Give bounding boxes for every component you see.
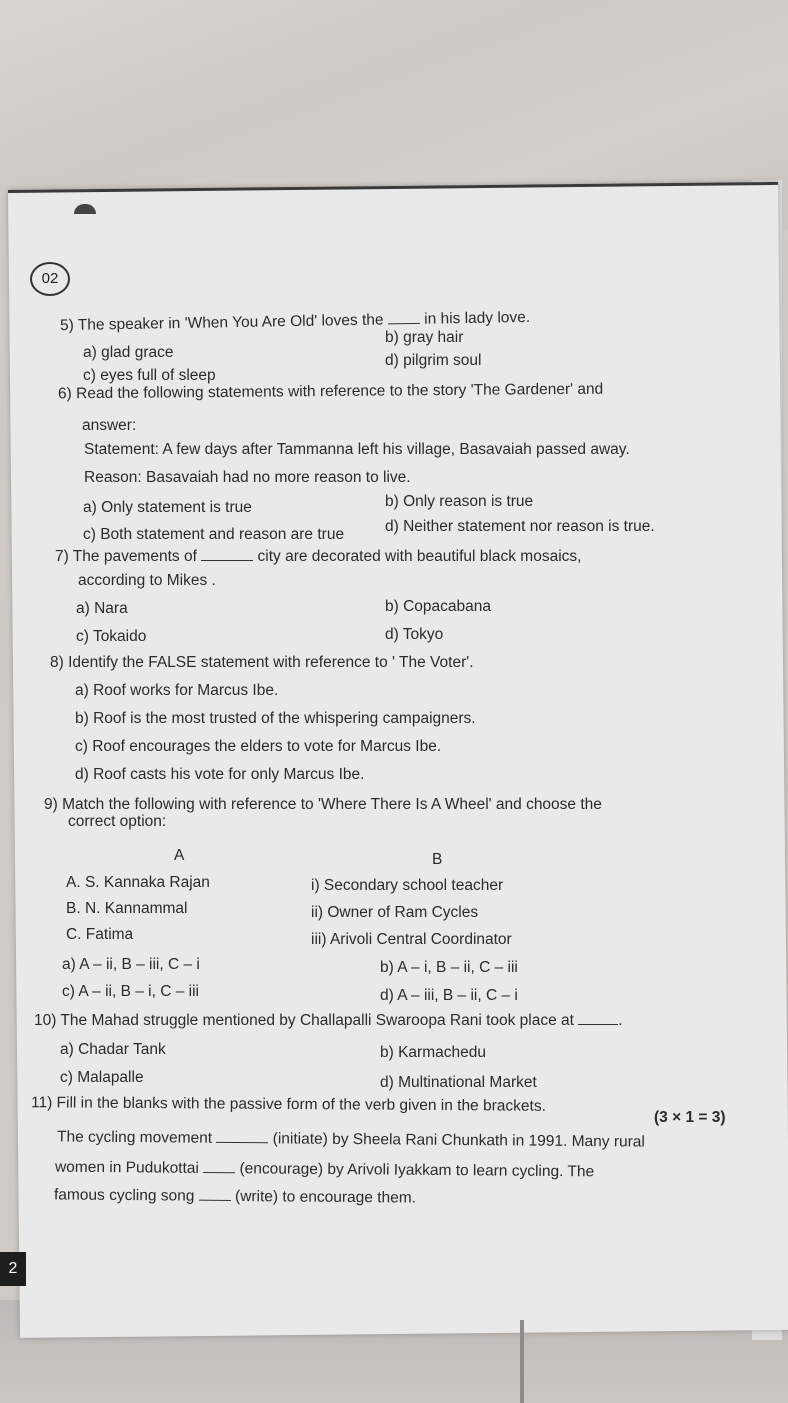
q5-blank bbox=[388, 311, 420, 325]
q5-option-a: a) glad grace bbox=[83, 344, 174, 361]
q6-reason: Reason: Basavaiah had no more reason to live. bbox=[84, 469, 411, 486]
q9-column-b-header: B bbox=[432, 851, 443, 868]
q9-b-item: i) Secondary school teacher bbox=[311, 877, 504, 894]
q7-option-a: a) Nara bbox=[76, 600, 128, 617]
q6-option-a: a) Only statement is true bbox=[83, 499, 252, 516]
q8-stem: 8) Identify the FALSE statement with reference to ' The Voter'. bbox=[50, 654, 474, 671]
q10-blank bbox=[578, 1012, 618, 1025]
q11-marks: (3 × 1 = 3) bbox=[654, 1109, 726, 1126]
q10-option-b: b) Karmachedu bbox=[380, 1044, 486, 1061]
q8-option-d: d) Roof casts his vote for only Marcus Ibe. bbox=[75, 766, 365, 783]
q10-stem: 10) The Mahad struggle mentioned by Challapalli Swaroopa Rani took place at . bbox=[34, 1012, 623, 1029]
q6-statement: Statement: A few days after Tammanna left his village, Basavaiah passed away. bbox=[84, 441, 630, 458]
q8-option-a: a) Roof works for Marcus Ibe. bbox=[75, 682, 279, 699]
question-group-number: 02 bbox=[30, 262, 70, 296]
q6-option-d: d) Neither statement nor reason is true. bbox=[385, 518, 655, 535]
q6-stem-line2: answer: bbox=[82, 417, 137, 434]
q7-blank bbox=[201, 548, 253, 561]
q9-a-item: C. Fatima bbox=[66, 926, 134, 943]
q5-option-b: b) gray hair bbox=[385, 329, 464, 346]
q11-line1-start: The cycling movement bbox=[56, 1128, 213, 1147]
q11-blank-2 bbox=[203, 1160, 235, 1173]
q6-option-b: b) Only reason is true bbox=[385, 493, 534, 510]
q5-stem-text-end: in his lady love. bbox=[424, 308, 531, 328]
q5-option-d: d) pilgrim soul bbox=[385, 352, 482, 369]
q8-option-c: c) Roof encourages the elders to vote for Marcus Ibe. bbox=[75, 738, 442, 755]
q9-option-d: d) A – iii, B – ii, C – i bbox=[380, 987, 518, 1004]
q7-stem-text: 7) The pavements of bbox=[55, 548, 197, 565]
q9-b-item: iii) Arivoli Central Coordinator bbox=[311, 931, 512, 948]
q7-stem bbox=[55, 548, 581, 566]
q9-b-item: ii) Owner of Ram Cycles bbox=[311, 904, 479, 921]
q10-stem-text: 10) The Mahad struggle mentioned by Challapalli Swaroopa Rani took place at bbox=[34, 1012, 574, 1029]
q11-stem: 11) Fill in the blanks with the passive form of the verb given in the brackets. bbox=[30, 1094, 546, 1115]
q9-a-item: B. N. Kannammal bbox=[66, 900, 188, 917]
q9-option-c: c) A – ii, B – i, C – iii bbox=[62, 983, 199, 1000]
q6-option-c: c) Both statement and reason are true bbox=[83, 526, 345, 543]
q7-option-d: d) Tokyo bbox=[385, 626, 444, 643]
q9-stem-line1: 9) Match the following with reference to 'Where There Is A Wheel' and choose the bbox=[44, 796, 602, 813]
page-number: 2 bbox=[0, 1252, 26, 1286]
q7-stem-line2: according to Mikes . bbox=[78, 572, 216, 589]
q9-option-a: a) A – ii, B – iii, C – i bbox=[62, 956, 200, 973]
q7-option-b: b) Copacabana bbox=[385, 598, 491, 615]
page-fold-line bbox=[520, 1320, 524, 1403]
q8-option-b: b) Roof is the most trusted of the whispering campaigners. bbox=[75, 710, 476, 727]
q9-a-item: A. S. Kannaka Rajan bbox=[66, 874, 210, 891]
q10-option-a: a) Chadar Tank bbox=[60, 1041, 166, 1058]
q11-line3 bbox=[54, 1186, 416, 1207]
q5-option-c: c) eyes full of sleep bbox=[83, 367, 216, 384]
q5-stem-text: 5) The speaker in 'When You Are Old' loves the bbox=[59, 311, 384, 335]
q11-blank-3 bbox=[199, 1188, 231, 1201]
q11-line1-end: (initiate) by Sheela Rani Chunkath in 1991. Many rural bbox=[272, 1130, 645, 1151]
q9-column-a-header: A bbox=[174, 847, 185, 864]
q11-line2-end: (encourage) by Arivoli Iyakkam to learn cycling. The bbox=[239, 1160, 595, 1181]
q6-stem-line1: 6) Read the following statements with reference to the story 'The Gardener' and bbox=[57, 380, 604, 403]
q11-line3-end: (write) to encourage them. bbox=[234, 1188, 417, 1207]
q10-option-d: d) Multinational Market bbox=[380, 1074, 537, 1091]
q9-option-b: b) A – i, B – ii, C – iii bbox=[380, 959, 518, 976]
q7-stem-text-end: city are decorated with beautiful black mosaics, bbox=[257, 548, 582, 565]
q11-blank-1 bbox=[216, 1130, 268, 1143]
q10-option-c: c) Malapalle bbox=[60, 1069, 144, 1086]
q7-option-c: c) Tokaido bbox=[76, 628, 147, 645]
q9-stem-line2: correct option: bbox=[68, 813, 167, 830]
q11-line2-start: women in Pudukottai bbox=[54, 1158, 199, 1177]
q11-line3-start: famous cycling song bbox=[53, 1186, 195, 1205]
